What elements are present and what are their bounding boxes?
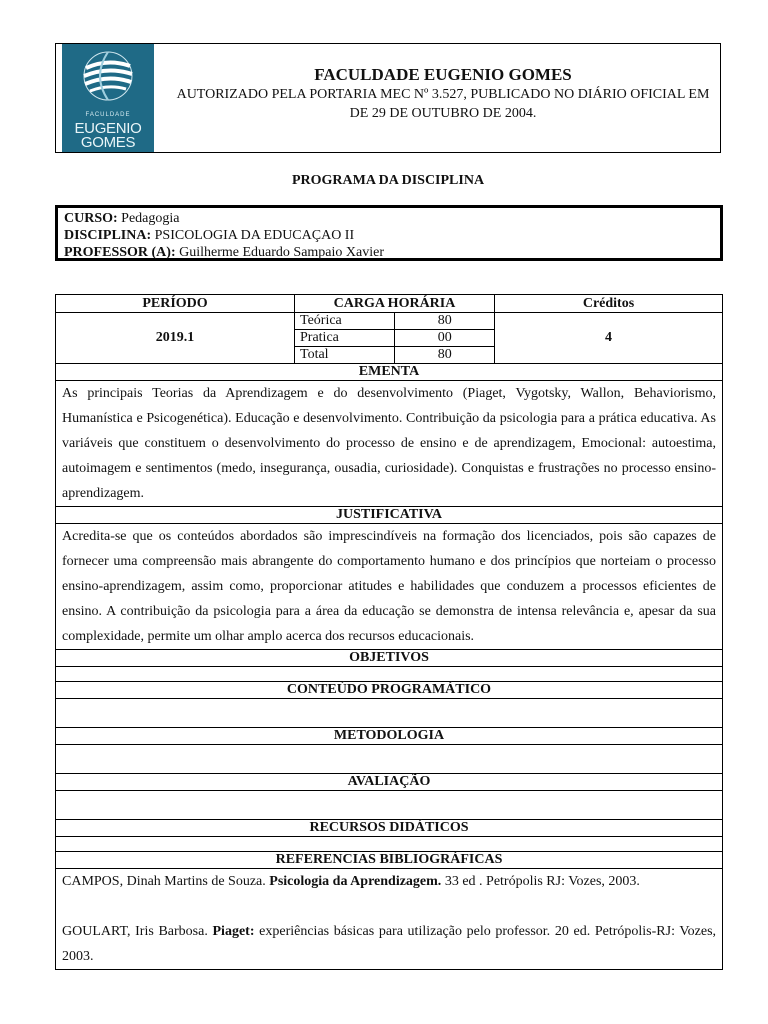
professor-line <box>64 244 714 261</box>
reference-item <box>62 919 716 969</box>
reference-rest: 33 ed . Petrópolis RJ: Vozes, 2003. <box>444 874 640 889</box>
reference-item <box>62 869 716 894</box>
carga-row <box>295 330 495 347</box>
institution-header <box>55 43 721 153</box>
carga-row <box>295 347 495 364</box>
metodologia-body <box>56 745 723 774</box>
course-line <box>64 210 714 227</box>
reference-spacer <box>62 894 716 919</box>
carga-cell <box>295 313 495 364</box>
objetivos-body <box>56 667 723 682</box>
course-info-box <box>55 205 723 261</box>
course-label: CURSO: <box>64 211 118 226</box>
discipline-value: PSICOLOGIA DA EDUCAÇAO II <box>154 228 355 243</box>
institution-logo <box>62 44 154 152</box>
referencias-body <box>56 869 723 970</box>
program-table <box>55 294 723 970</box>
reference-title: Psicologia da Aprendizagem. <box>269 874 442 889</box>
metodologia-title: METODOLOGIA <box>56 728 723 745</box>
referencias-title: REFERENCIAS BIBLIOGRÁFICAS <box>56 852 723 869</box>
justificativa-title: JUSTIFICATIVA <box>56 507 723 524</box>
carga-value: 80 <box>394 347 495 364</box>
discipline-label: DISCIPLINA: <box>64 228 152 243</box>
justificativa-text: Acredita-se que os conteúdos abordados são imprescindíveis na formação dos licenciados, pois são capazes de fornecer uma compreensão mais abrangente do comportamento humano e dos princípios que norteiam o processo ensino-aprendizagem, assim como, proporcionar atitudes e habilidades que conduzem a processos eficientes de ensino. A contribuição da psicologia para a área da educação se demonstra de intensa relevância e, apesar da sua complexidade, permite um olhar amplo acerca dos recursos educacionais. <box>56 524 723 650</box>
conteudo-body <box>56 699 723 728</box>
carga-label: Total <box>295 347 394 364</box>
carga-table <box>295 313 495 363</box>
institution-title: FACULDADE EUGENIO GOMES <box>314 65 572 84</box>
ementa-title: EMENTA <box>56 364 723 381</box>
professor-label: PROFESSOR (A): <box>64 245 176 260</box>
recursos-body <box>56 837 723 852</box>
globe-icon <box>62 44 154 108</box>
carga-header: CARGA HORÁRIA <box>295 295 495 313</box>
carga-value: 80 <box>394 313 495 330</box>
course-value: Pedagogia <box>121 211 180 226</box>
carga-label: Pratica <box>295 330 394 347</box>
program-title: PROGRAMA DA DISCIPLINA <box>291 173 485 188</box>
creditos-header: Créditos <box>495 295 723 313</box>
conteudo-title: CONTEÚDO PROGRAMÁTICO <box>56 682 723 699</box>
objetivos-title: OBJETIVOS <box>56 650 723 667</box>
logo-line1: EUGENIO <box>74 120 142 137</box>
logo-line2: GOMES <box>80 134 136 151</box>
reference-title: Piaget: <box>212 924 255 939</box>
table-values-row <box>56 313 723 364</box>
discipline-line <box>64 227 714 244</box>
periodo-value: 2019.1 <box>56 313 295 364</box>
recursos-title: RECURSOS DIDÁTICOS <box>56 820 723 837</box>
periodo-header: PERÍODO <box>56 295 295 313</box>
ementa-text: As principais Teorias da Aprendizagem e do desenvolvimento (Piaget, Vygotsky, Wallon, Behaviorismo, Humanística e Psicogenética). Educação e desenvolvimento. Contribuição da psicologia para a prática educativa. As variáveis que constituem o desenvolvimento do processo de ensino e de aprendizagem, Emocional: autoestima, autoimagem e sentimentos (medo, insegurança, ousadia, curiosidade). Conquistas e frustrações no processo ensino-aprendizagem. <box>56 381 723 507</box>
creditos-value: 4 <box>495 313 723 364</box>
reference-author: GOULART, Iris Barbosa. <box>62 924 208 939</box>
reference-author: CAMPOS, Dinah Martins de Souza. <box>62 874 266 889</box>
carga-value: 00 <box>394 330 495 347</box>
institution-subtitle: AUTORIZADO PELA PORTARIA MEC Nº 3.527, PUBLICADO NO DIÁRIO OFICIAL EM DE 29 DE OUTUBRO DE 2004. <box>176 87 710 121</box>
avaliacao-body <box>56 791 723 820</box>
carga-label: Teórica <box>295 313 394 330</box>
carga-row <box>295 313 495 330</box>
avaliacao-title: AVALIAÇÃO <box>56 774 723 791</box>
table-header-row <box>56 295 723 313</box>
professor-value: Guilherme Eduardo Sampaio Xavier <box>179 245 385 260</box>
logo-tag: FACULDADE <box>85 112 131 118</box>
reference-rest: experiências básicas para utilização pelo professor. 20 ed. Petrópolis-RJ: Vozes, 2003. <box>62 924 717 964</box>
